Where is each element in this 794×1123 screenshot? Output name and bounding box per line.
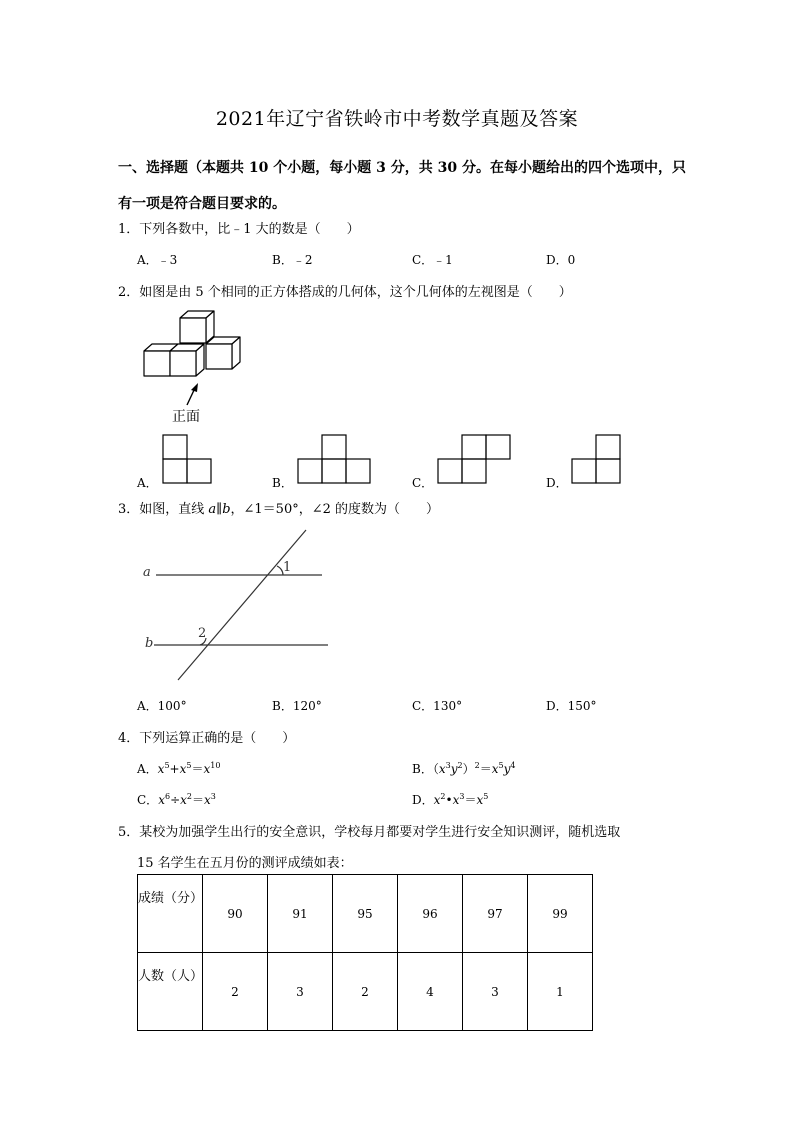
table-header-score: 成绩（分） [138, 875, 203, 953]
section-heading-line2: 有一项是符合题目要求的。 [118, 196, 286, 212]
q4-stem: 4．下列运算正确的是（ ） [118, 731, 296, 746]
q3-line-a-label: a [143, 565, 151, 580]
table-cell: 96 [398, 875, 463, 953]
q2-option-b: B． [272, 476, 293, 490]
table-cell: 95 [333, 875, 398, 953]
q3-parallel-lines-figure [140, 528, 340, 688]
q2-front-label: 正面 [172, 409, 200, 425]
table-cell: 99 [528, 875, 593, 953]
table-header-count: 人数（人） [138, 953, 203, 1031]
q2-option-d-figure [572, 435, 622, 485]
table-cell: 3 [463, 953, 528, 1031]
q2-option-c: C． [412, 476, 434, 490]
section-heading-line1: 一、选择题（本题共 10 个小题，每小题 3 分，共 30 分。在每小题给出的四个选项中，只 [118, 160, 686, 176]
q2-option-c-figure [438, 435, 512, 485]
table-cell: 97 [463, 875, 528, 953]
q3-stem: 3．如图，直线 a∥b，∠1＝50°，∠2 的度数为（ ） [118, 502, 440, 517]
page-title: 2021年辽宁省铁岭市中考数学真题及答案 [215, 108, 579, 130]
table-cell: 90 [203, 875, 268, 953]
table-row [138, 953, 593, 1031]
q4-option-d: D．$x^2•x^3=x^5$ [412, 792, 489, 807]
q2-option-a: A． [137, 476, 158, 490]
q3-line-b-label: b [145, 636, 154, 651]
table-cell: 3 [268, 953, 333, 1031]
q1-option-a: A．﹣3 [137, 253, 178, 267]
q4-option-c: C．$x^6\div x^2=x^3$ [137, 792, 216, 807]
q1-option-d: D．0 [546, 253, 576, 267]
table-cell: 2 [203, 953, 268, 1031]
q2-option-d: D． [546, 476, 568, 490]
q4-option-a: A．$x^5+x^5=x^{10}$ [137, 761, 221, 776]
q5-stem-line1: 5．某校为加强学生出行的安全意识，学校每月都要对学生进行安全知识测评，随机选取 [118, 825, 621, 840]
q2-option-b-figure [298, 435, 372, 485]
q2-option-a-figure [163, 435, 213, 485]
q3-angle2-label: 2 [198, 626, 207, 641]
q5-stem-line2: 15 名学生在五月份的测评成绩如表： [137, 856, 353, 871]
q1-option-b: B．﹣2 [272, 253, 313, 267]
table-cell: 91 [268, 875, 333, 953]
table-cell: 1 [528, 953, 593, 1031]
q2-cube-figure [140, 308, 250, 408]
q3-option-a: A．100° [137, 699, 187, 713]
table-row [138, 875, 593, 953]
score-table [137, 874, 593, 1031]
table-cell: 2 [333, 953, 398, 1031]
q1-option-c: C．﹣1 [412, 253, 453, 267]
q3-angle1-label: 1 [283, 560, 292, 575]
q1-stem: 1．下列各数中，比﹣1 大的数是（ ） [118, 222, 360, 237]
q2-stem: 2．如图是由 5 个相同的正方体搭成的几何体，这个几何体的左视图是（ ） [118, 285, 572, 300]
q3-option-b: B．120° [272, 699, 322, 713]
q3-option-d: D．150° [546, 699, 597, 713]
table-cell: 4 [398, 953, 463, 1031]
q4-option-b: B．$(x^3y^2)^2=x^5y^4$ [412, 761, 516, 776]
q3-option-c: C．130° [412, 699, 463, 713]
